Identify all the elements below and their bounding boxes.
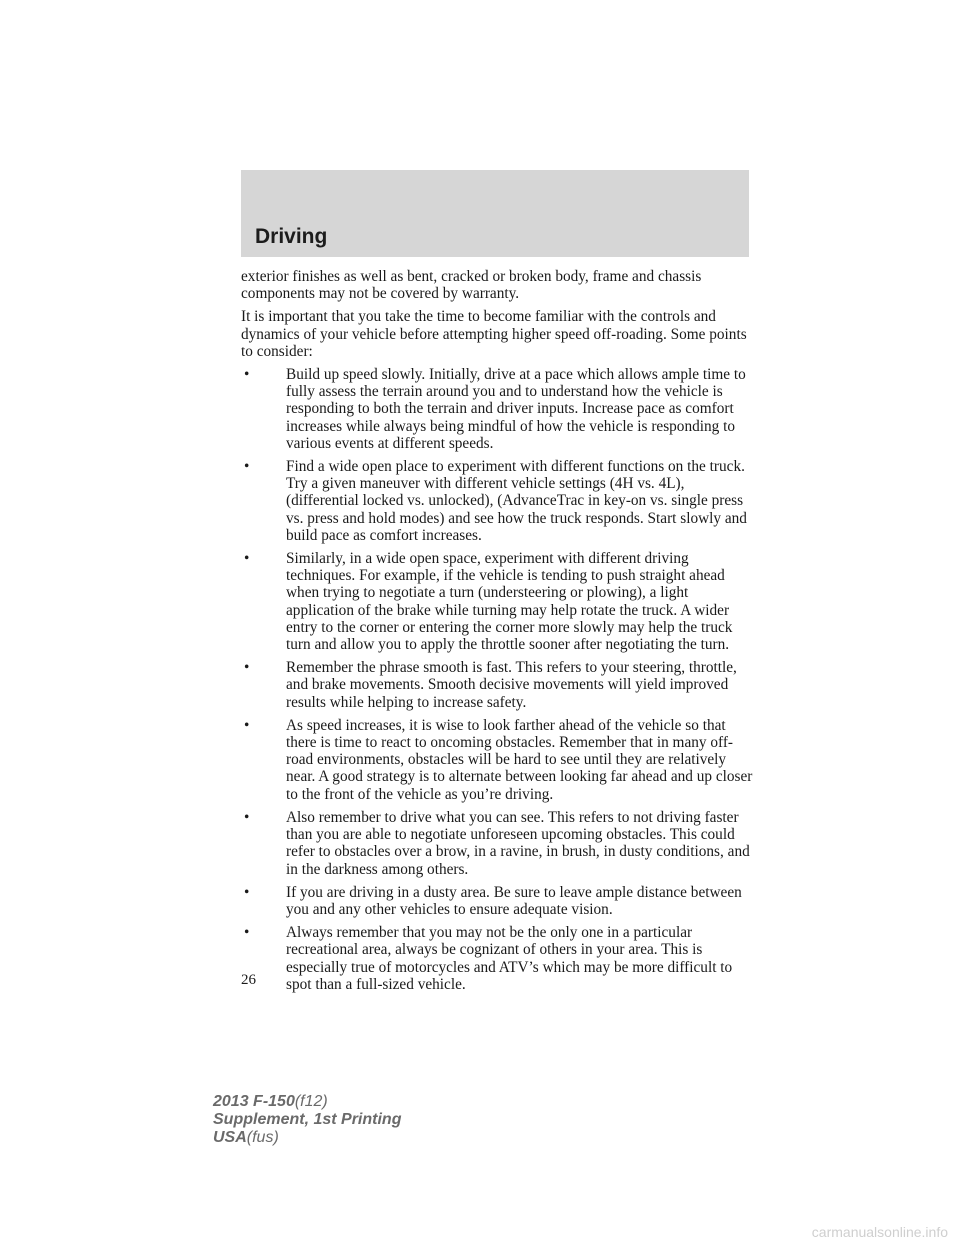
list-item-text: Build up speed slowly. Initially, drive at a pace which allows ample time to fully assess the terrain around you and to understand how the vehicle is responding to both the terrain and driver inputs. Increase pace as comfort increases while always being mindful of how the vehicle is responding to various events at different speeds. [286, 366, 746, 452]
intro-continuation-paragraph: exterior finishes as well as bent, cracked or broken body, frame and chassis components may not be covered by warranty. [241, 268, 702, 303]
bullet-icon: • [244, 550, 250, 568]
list-item-text: Always remember that you may not be the only one in a particular recreational area, always be cognizant of others in your area. This is especially true of motorcycles and ATV’s which may be more difficult to spot than a full-sized vehicle. [286, 924, 733, 993]
list-item [241, 924, 759, 993]
footer-market: USA [213, 1129, 247, 1146]
list-item-text: Also remember to drive what you can see. This refers to not driving faster than you are able to negotiate unforeseen upcoming obstacles. This could refer to obstacles over a brow, in a ravine, in brush, in dusty conditions, and in the darkness among others. [286, 808, 750, 878]
bullet-icon: • [244, 366, 250, 384]
list-item [241, 659, 759, 711]
list-item-text: If you are driving in a dusty area. Be sure to leave ample distance between you and any other vehicles to ensure adequate vision. [286, 883, 742, 918]
page-content [241, 268, 759, 999]
footer-model-code: (f12) [294, 1093, 328, 1110]
footer-line-model [213, 1093, 401, 1111]
footer-line-market [213, 1129, 401, 1147]
page-number: 26 [241, 972, 256, 988]
section-title: Driving [255, 225, 328, 248]
lead-paragraph: It is important that you take the time to become familiar with the controls and dynamics of your vehicle before attempting higher speed off-roading. Some points to consider: [241, 308, 747, 360]
bullet-icon: • [244, 458, 250, 476]
bullet-icon: • [244, 716, 250, 734]
footer-printing: Supplement, 1st Printing [213, 1111, 402, 1128]
list-item [241, 366, 759, 452]
footer-model: 2013 F-150 [213, 1093, 295, 1110]
tips-list [241, 366, 759, 993]
bullet-icon: • [244, 924, 250, 942]
list-item-text: As speed increases, it is wise to look farther ahead of the vehicle so that there is time to react to oncoming obstacles. Remember that in many off-road environments, obstacles will be hard to see until they are relatively near. A good strategy is to alternate between looking far ahead and up closer to the front of the vehicle as you’re driving. [286, 716, 753, 803]
list-item [241, 717, 759, 803]
bullet-icon: • [244, 883, 250, 901]
bullet-icon: • [244, 808, 250, 826]
bullet-icon: • [244, 659, 250, 677]
list-item [241, 458, 759, 544]
print-footer [213, 1093, 401, 1147]
list-item [241, 809, 759, 878]
list-item [241, 884, 759, 918]
site-watermark: carmanualsonline.info [811, 1224, 948, 1240]
list-item [241, 550, 759, 653]
list-item-text: Remember the phrase smooth is fast. This refers to your steering, throttle, and brake movements. Smooth decisive movements will yield improved results while helping to increase safety. [286, 659, 737, 711]
footer-market-code: (fus) [246, 1129, 279, 1146]
list-item-text: Find a wide open place to experiment with different functions on the truck. Try a given maneuver with different vehicle settings (4H vs. 4L), (differential locked vs. unlocked), (AdvanceTrac in key-on vs. single press vs. press and hold modes) and see how the truck responds. Start slowly and build pace as comfort increases. [286, 458, 747, 544]
list-item-text: Similarly, in a wide open space, experiment with different driving techniques. For example, if the vehicle is tending to push straight ahead when trying to negotiate a turn (understeering or plowing), a light application of the brake while turning may help rotate the truck. A wider entry to the corner or entering the corner more slowly may help the truck turn and allow you to apply the throttle sooner after negotiating the turn. [286, 550, 733, 654]
section-header-band [241, 170, 749, 257]
